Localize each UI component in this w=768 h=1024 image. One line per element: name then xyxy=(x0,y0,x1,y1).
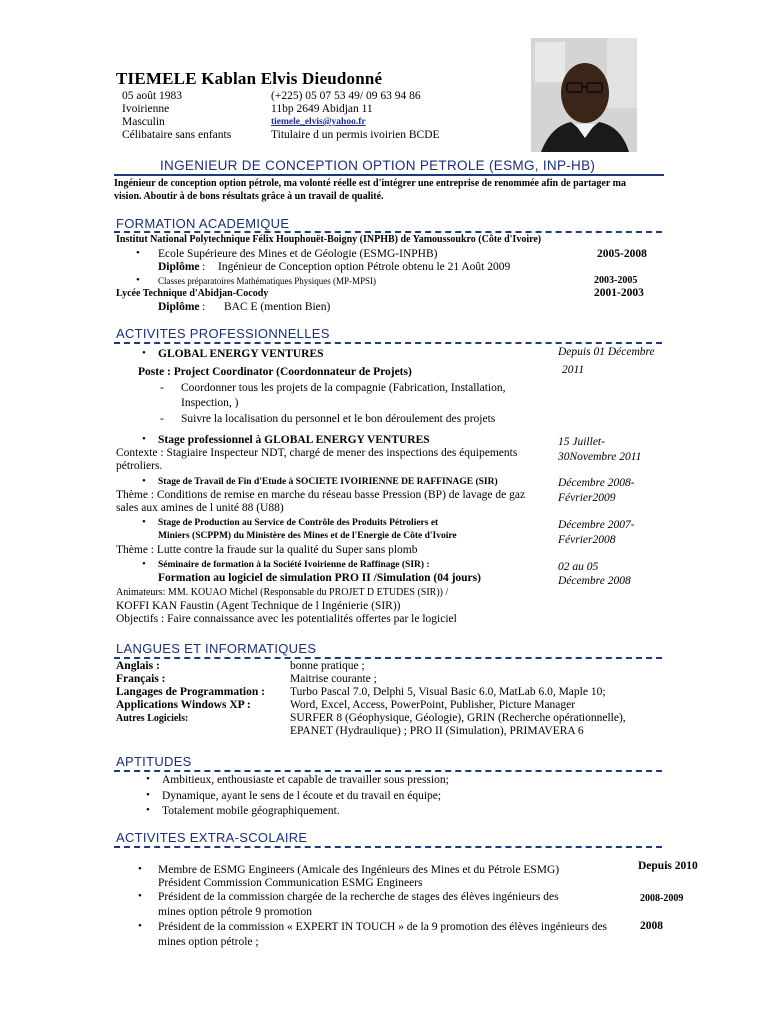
skill-value: bonne pratique ; xyxy=(290,660,365,672)
bullet-icon: • xyxy=(138,920,142,932)
lycee-name: Lycée Technique d'Abidjan-Cocody xyxy=(116,288,269,299)
extra-date: 2008-2009 xyxy=(640,893,684,904)
aptitude-item: Totalement mobile géographiquement. xyxy=(162,805,340,817)
company-name: GLOBAL ENERGY VENTURES xyxy=(158,348,324,360)
bullet-icon: • xyxy=(136,274,140,286)
skill-value: Turbo Pascal 7.0, Delphi 5, Visual Basic 6.0, MatLab 6.0, Maple 10; xyxy=(290,686,606,698)
internship-date: Février2009 xyxy=(558,492,616,504)
skill-label: Autres Logiciels: xyxy=(116,713,189,724)
skill-label: Langages de Programmation : xyxy=(116,686,265,698)
birth-date: 05 août 1983 xyxy=(122,90,183,102)
prep-dates: 2003-2005 xyxy=(594,275,638,286)
internship-date: Décembre 2007- xyxy=(558,519,635,531)
institution: Institut National Polytechnique Félix Houphouët-Boigny (INPHB) de Yamoussoukro (Côte d'Ivoire) xyxy=(116,234,542,245)
gender: Masculin xyxy=(122,116,165,128)
aptitude-item: Dynamique, ayant le sens de l écoute et du travail en équipe; xyxy=(162,790,442,802)
candidate-name: TIEMELE Kablan Elvis Dieudonné xyxy=(116,69,383,88)
seminar-date: Décembre 2008 xyxy=(558,575,631,587)
bullet-icon: • xyxy=(146,789,150,801)
section-title-activites: ACTIVITES PROFESSIONNELLES xyxy=(116,326,330,341)
dash-icon: - xyxy=(160,413,164,425)
seminar-objectives: Objectifs : Faire connaissance avec les potentialités offertes par le logiciel xyxy=(116,613,457,625)
driving-license: Titulaire d un permis ivoirien BCDE xyxy=(271,129,440,141)
section-divider xyxy=(114,231,662,233)
section-divider xyxy=(114,846,662,848)
extra-item: Président de la commission « EXPERT IN TOUCH » de la 9 promotion des élèves ingénieurs des xyxy=(158,921,608,933)
bullet-icon: • xyxy=(142,475,146,487)
prep-classes: Classes préparatoires Mathématiques Physiques (MP-MPSI) xyxy=(158,276,376,286)
diploma-label: Diplôme xyxy=(158,261,200,273)
skill-label: Français : xyxy=(116,673,166,685)
job-title: INGENIEUR DE CONCEPTION OPTION PETROLE (ESMG, INP-HB) xyxy=(160,158,596,173)
school-dates: 2005-2008 xyxy=(597,248,647,260)
skill-label: Anglais : xyxy=(116,660,160,672)
seminar-subtitle: Formation au logiciel de simulation PRO II /Simulation (04 jours) xyxy=(158,572,481,584)
profile-photo xyxy=(531,38,637,152)
task-item: Inspection, ) xyxy=(181,397,239,409)
lycee-dates: 2001-2003 xyxy=(594,287,644,299)
internship-context: pétroliers. xyxy=(116,460,163,472)
section-divider xyxy=(114,657,662,659)
task-item: Coordonner tous les projets de la compagnie (Fabrication, Installation, xyxy=(181,382,506,394)
nationality: Ivoirienne xyxy=(122,103,170,115)
school-name: Ecole Supérieure des Mines et de Géologie (ESMG-INPHB) xyxy=(158,248,438,260)
company-date: Depuis 01 Décembre xyxy=(558,346,655,358)
extra-date: 2008 xyxy=(640,920,663,932)
internship-date: 30Novembre 2011 xyxy=(558,451,642,463)
internship-theme: Thème : Lutte contre la fraude sur la qualité du Super sans plomb xyxy=(116,544,418,556)
extra-date: Depuis 2010 xyxy=(638,860,698,872)
extra-item: Président Commission Communication ESMG Engineers xyxy=(158,877,423,889)
extra-item: Président de la commission chargée de la recherche de stages des élèves ingénieurs des xyxy=(158,891,559,903)
phone-number: (+225) 05 07 53 49/ 09 63 94 86 xyxy=(271,90,421,102)
skill-label: Applications Windows XP : xyxy=(116,699,251,711)
internship-theme: Thème : Conditions de remise en marche du réseau basse Pression (BP) de lavage de gaz xyxy=(116,489,526,501)
section-title-aptitudes: APTITUDES xyxy=(116,754,192,769)
seminar-title: Séminaire de formation à la Société Ivoirienne de Raffinage (SIR) : xyxy=(158,560,430,570)
skill-value: Maitrise courante ; xyxy=(290,673,377,685)
diploma-label: Diplôme xyxy=(158,301,200,313)
section-title-formation: FORMATION ACADEMIQUE xyxy=(116,216,290,231)
seminar-animators: KOFFI KAN Faustin (Agent Technique de l Ingénierie (SIR)) xyxy=(116,600,401,612)
task-item: Suivre la localisation du personnel et le bon déroulement des projets xyxy=(181,413,496,425)
internship-context: Contexte : Stagiaire Inspecteur NDT, chargé de mener des inspections des équipements xyxy=(116,447,518,459)
skill-value: EPANET (Hydraulique) ; PRO II (Simulation), PRIMAVERA 6 xyxy=(290,725,584,737)
seminar-animators: Animateurs: MM. KOUAO Michel (Responsable du PROJET D ETUDES (SIR)) / xyxy=(116,587,449,598)
internship-date: Décembre 2008- xyxy=(558,477,635,489)
job-position: Poste : Project Coordinator (Coordonnateur de Projets) xyxy=(138,366,412,378)
diploma-text: : xyxy=(202,261,206,273)
bullet-icon: • xyxy=(142,347,146,359)
diploma-value: Ingénieur de Conception option Pétrole obtenu le 21 Août 2009 xyxy=(218,261,511,273)
company-date: 2011 xyxy=(562,364,585,376)
postal-address: 11bp 2649 Abidjan 11 xyxy=(271,103,373,115)
bullet-icon: • xyxy=(138,863,142,875)
bullet-icon: • xyxy=(138,890,142,902)
internship-title: Stage de Travail de Fin d'Etude à SOCIETE IVOIRIENNE DE RAFFINAGE (SIR) xyxy=(158,477,498,487)
aptitude-item: Ambitieux, enthousiaste et capable de travailler sous pression; xyxy=(162,774,449,786)
bac-diploma: BAC E (mention Bien) xyxy=(224,301,331,313)
section-title-extra: ACTIVITES EXTRA-SCOLAIRE xyxy=(116,830,308,845)
bullet-icon: • xyxy=(142,516,146,528)
objective-line-1: Ingénieur de conception option pétrole, ma volonté réelle est d'intégrer une entreprise de renommée afin de partager ma xyxy=(114,178,626,189)
seminar-date: 02 au 05 xyxy=(558,561,599,573)
section-title-langues: LANGUES ET INFORMATIQUES xyxy=(116,641,317,656)
title-divider xyxy=(114,174,664,176)
bullet-icon: • xyxy=(142,433,146,445)
extra-item: Membre de ESMG Engineers (Amicale des Ingénieurs des Mines et du Pétrole ESMG) xyxy=(158,864,560,876)
dash-icon: - xyxy=(160,382,164,394)
skill-value: Word, Excel, Access, PowerPoint, Publisher, Picture Manager xyxy=(290,699,576,711)
internship-title: Stage de Production au Service de Contrôle des Produits Pétroliers et xyxy=(158,518,439,528)
marital-status: Célibataire sans enfants xyxy=(122,129,232,141)
diploma-text: : xyxy=(202,301,206,313)
bullet-icon: • xyxy=(142,558,146,570)
extra-item: mines option pétrole 9 promotion xyxy=(158,906,312,918)
internship-date: Février2008 xyxy=(558,534,616,546)
email-link[interactable]: tiemele_elvis@yahoo.fr xyxy=(271,117,366,127)
bullet-icon: • xyxy=(146,773,150,785)
internship-title: Miniers (SCPPM) du Ministère des Mines et de l'Energie de Côte d'Ivoire xyxy=(158,531,457,541)
bullet-icon: • xyxy=(146,804,150,816)
extra-item: mines option pétrole ; xyxy=(158,936,259,948)
bullet-icon: • xyxy=(136,247,140,259)
objective-line-2: vision. Aboutir à de bons résultats grâce à un travail de qualité. xyxy=(114,191,384,202)
skill-value: SURFER 8 (Géophysique, Géologie), GRIN (Recherche opérationnelle), xyxy=(290,712,626,724)
internship-theme: sales aux amines de l unité 88 (U88) xyxy=(116,502,284,514)
internship-title: Stage professionnel à GLOBAL ENERGY VENTURES xyxy=(158,434,430,446)
person-photo-icon xyxy=(531,38,637,152)
section-divider xyxy=(114,342,662,344)
internship-date: 15 Juillet- xyxy=(558,436,605,448)
section-divider xyxy=(114,770,662,772)
